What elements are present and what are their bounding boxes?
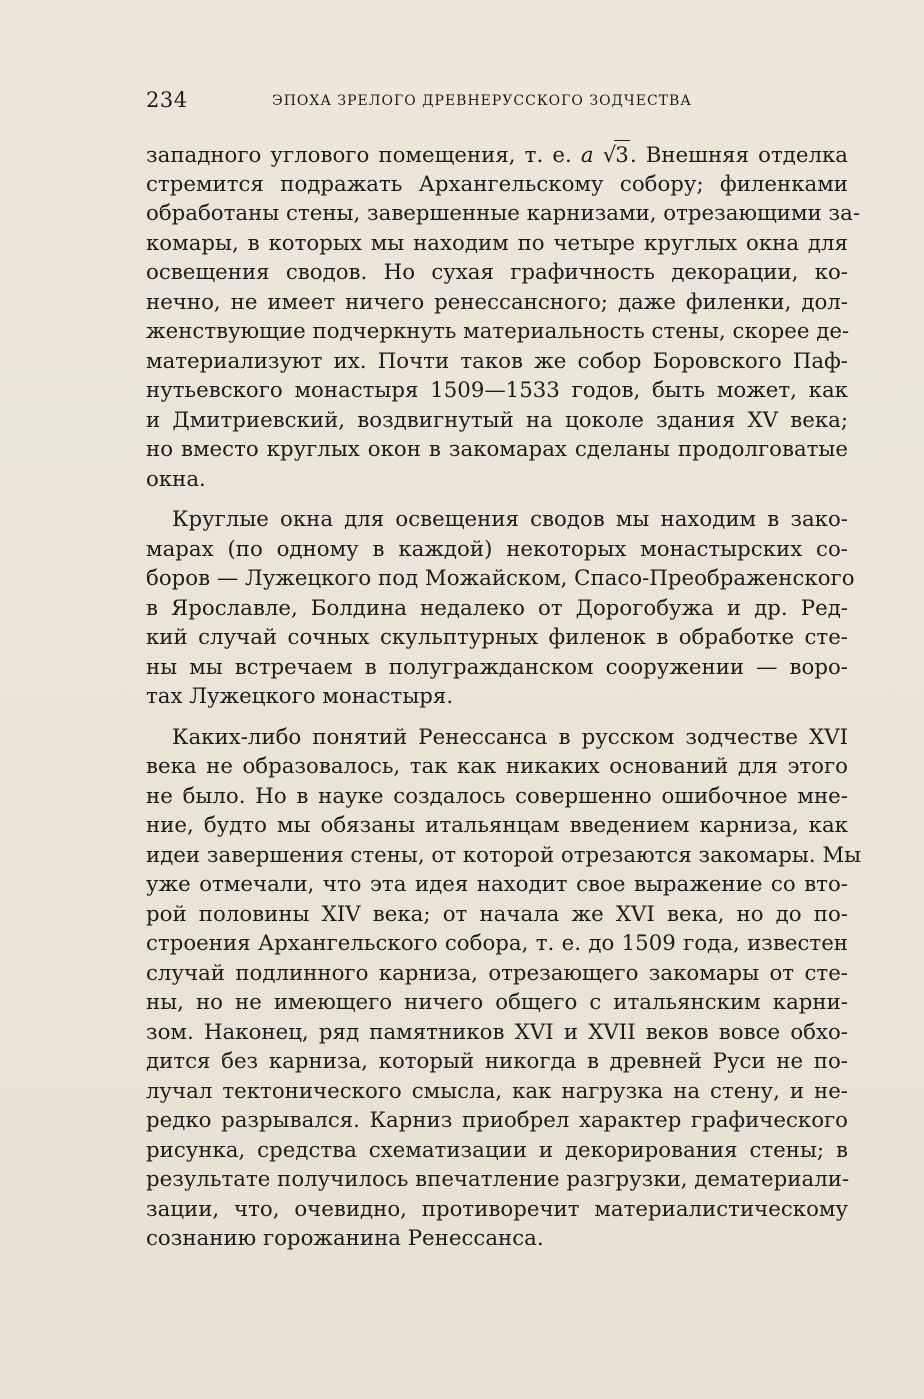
text-line: результате получилось впечатление разгрузки, дематериали- xyxy=(146,1167,850,1192)
text-line: стремится подражать Архангельскому собору; филенками xyxy=(146,171,848,197)
text-line: ны, но не имеющего ничего общего с итальянским карни- xyxy=(146,990,848,1015)
text-line: в Ярославле, Болдина недалеко от Дорогобужа и др. Ред- xyxy=(146,595,848,621)
text-line: кий случай сочных скульптурных филенок в обработке сте- xyxy=(146,625,848,650)
running-head: ЭПОХА ЗРЕЛОГО ДРЕВНЕРУССКОГО ЗОДЧЕСТВА xyxy=(272,93,692,109)
text-line: зом. Наконец, ряд памятников XVI и XVII веков вовсе обхо- xyxy=(146,1019,848,1045)
text-line: женствующие подчеркнуть материальность стены, скорее де- xyxy=(146,319,850,344)
text-line: рисунка, средства схематизации и декорирования стены; в xyxy=(146,1137,848,1163)
paragraph xyxy=(146,505,855,712)
text-line: материализуют их. Почти таков же собор Боровского Паф- xyxy=(146,348,848,374)
text-line: лучал тектонического смысла, как нагрузка на стену, и не- xyxy=(146,1078,848,1104)
text-line: освещения сводов. Но сухая графичность декорации, ко- xyxy=(146,260,848,285)
text-line: и Дмитриевский, воздвигнутый на цоколе здания XV века; xyxy=(146,407,848,433)
text-line: строения Архангельского собора, т. е. до 1509 года, известен xyxy=(146,931,848,956)
text-line: не было. Но в науке создалось совершенно ошибочное мне- xyxy=(146,783,848,809)
text-line: рой половины XIV века; от начала же XVI века, но до по- xyxy=(146,901,848,927)
text-line: но вместо круглых окон в закомарах сделаны продолговатые xyxy=(146,437,848,462)
text-line: ны мы встречаем в полугражданском сооружении — воро- xyxy=(146,654,848,680)
text-line: Каких-либо понятий Ренессанса в русском зодчестве XVI xyxy=(172,724,848,750)
text-line: обработаны стены, завершенные карнизами, отрезающими за- xyxy=(146,201,861,226)
text-line: века не образовалось, так как никаких оснований для этого xyxy=(146,754,848,779)
page-header xyxy=(146,88,846,118)
paragraph xyxy=(146,723,862,1254)
text-line: редко разрывался. Карниз приобрел характер графического xyxy=(146,1108,848,1133)
text-line: нутьевского монастыря 1509—1533 годов, быть может, как xyxy=(146,378,848,403)
body-text xyxy=(146,140,862,1254)
text-line: тах Лужецкого монастыря. xyxy=(146,684,454,709)
text-line: нечно, не имеет ничего ренессансного; даже филенки, дол- xyxy=(146,289,848,315)
text-line: боров — Лужецкого под Можайском, Спасо-Преображенского xyxy=(146,566,855,591)
text-line: идеи завершения стены, от которой отрезаются закомары. Мы xyxy=(146,842,862,868)
text-fragment: западного углового помещения, т. е. xyxy=(146,143,581,168)
sqrt-sign: √ xyxy=(602,143,617,168)
page-number: 234 xyxy=(146,88,188,112)
text-line: марах (по одному в каждой) некоторых монастырских со- xyxy=(146,536,848,562)
paragraph xyxy=(146,140,861,494)
text-line: уже отмечали, что эта идея находит свое выражение со вто- xyxy=(146,872,848,897)
text-line xyxy=(146,140,848,170)
text-line: окна. xyxy=(146,466,206,492)
math-variable: a xyxy=(580,143,603,168)
text-line: зации, что, очевидно, противоречит материалистическому xyxy=(146,1196,848,1222)
text-fragment: . Внешняя отделка xyxy=(629,143,849,168)
sqrt-argument: 3 xyxy=(614,140,630,171)
text-line: дится без карниза, который никогда в древней Руси не по- xyxy=(146,1049,848,1074)
text-line: сознанию горожанина Ренессанса. xyxy=(146,1226,544,1251)
text-line: случай подлинного карниза, отрезающего закомары от сте- xyxy=(146,960,848,986)
paragraph-gap xyxy=(146,494,848,505)
text-line: Круглые окна для освещения сводов мы находим в зако- xyxy=(172,507,848,532)
text-line: ние, будто мы обязаны итальянцам введением карниза, как xyxy=(146,813,848,838)
text-line: комары, в которых мы находим по четыре круглых окна для xyxy=(146,230,848,256)
paragraph-gap xyxy=(146,712,848,723)
